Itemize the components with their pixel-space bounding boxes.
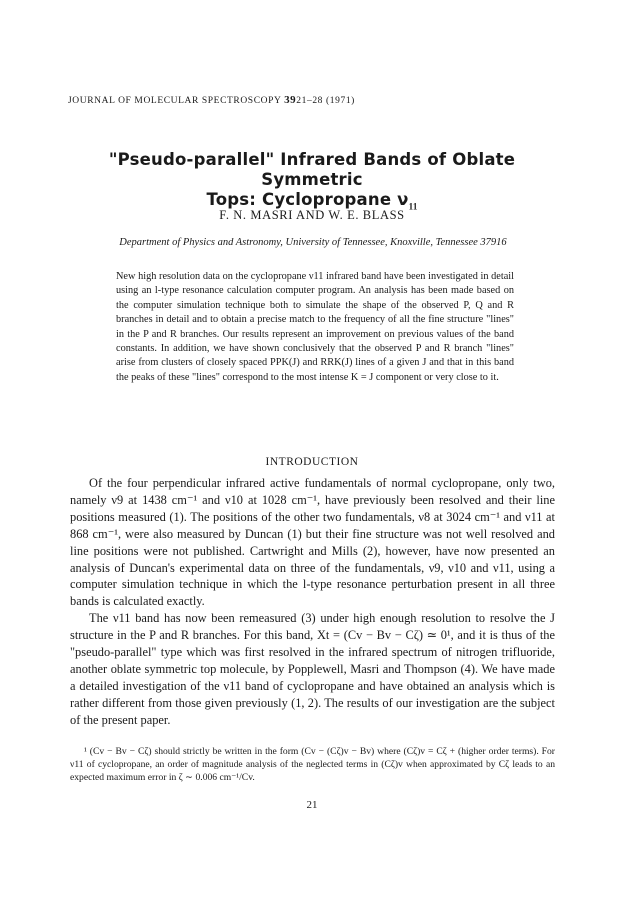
paragraph-1: Of the four perpendicular infrared active fundamentals of normal cyclopropane, only two, namely ν9 at 1438 cm⁻¹ and ν10 at 1028 cm⁻¹, have previously been resolved and their line positions measured (1). The positions of the other two fundamentals, ν8 at 3024 cm⁻¹ and ν11 at 868 cm⁻¹, were also measured by Duncan (1) but their fine structure was not well resolved and line positions were not published. Cartwright and Mills (2), however, have now presented an analysis of Duncan's experimental data on three of the fundamentals, ν9, ν10 and ν11, using a computer simulation technique in which the l-type resonance perturbation present in all three bands is calculated exactly. [70, 476, 555, 609]
authors: F. N. MASRI AND W. E. BLASS [219, 208, 405, 222]
abstract: New high resolution data on the cyclopropane ν11 infrared band have been investigated in detail using an l-type resonance calculation computer program. An analysis has been made based on the computer simulation technique both to simulate the shape of the observed P, Q and R branches in detail and to obtain a precise match to the frequency of all the fine structure "lines" in the P and R branches. Our results represent an improvement on previous values of the band constants. In addition, we have shown conclusively that the observed P and R branch "lines" arise from clusters of closely spaced PPK(J) and RRK(J) lines of a given J and that in this band the peaks of these "lines" correspond to the most intense K = J component or very close to it. [116, 271, 514, 383]
title-line-1: "Pseudo-parallel" Infrared Bands of Oblate Symmetric [108, 150, 516, 189]
footnote [70, 745, 555, 785]
volume-number: 39 [284, 94, 297, 106]
paragraph-2: The ν11 band has now been remeasured (3) under high enough resolution to resolve the J structure in the P and R branches. For this band, Xt = (Cv − Bv − Cζ) ≃ 0¹, and it is thus of the "pseudo-parallel" type which was first resolved in the infrared spectrum of nitrogen trifluoride, another oblate symmetric top molecule, by Popplewell, Masri and Thompson (4). We have made a detailed investigation of the ν11 band of cyclopropane and have obtained an analysis which is rather different from those given previously (1, 2). The results of our investigation are the subject of the present paper. [70, 611, 555, 727]
footnote-text: ¹ (Cv − Bv − Cζ) should strictly be written in the form (Cv − (Cζ)v − Bv) where (Cζ)v = Cζ + (higher order terms). For ν11 of cyclopropane, an order of magnitude analysis of the neglected terms in (Cζ)v when approximated by Cζ leads to an expected maximum error in ζ ∼ 0.006 cm⁻¹/Cv. [70, 746, 555, 784]
title-line-2-text: Tops: Cyclopropane ν [206, 190, 409, 209]
title-subscript: 11 [408, 201, 418, 212]
page-range: 21–28 (1971) [296, 96, 355, 106]
section-heading: INTRODUCTION [265, 456, 359, 468]
body-text [70, 475, 555, 729]
affiliation: Department of Physics and Astronomy, University of Tennessee, Knoxville, Tennessee 37916 [119, 237, 507, 248]
page-number: 21 [306, 799, 318, 811]
running-head [68, 94, 355, 106]
article-title [60, 150, 564, 216]
journal-name: JOURNAL OF MOLECULAR SPECTROSCOPY [68, 96, 282, 106]
